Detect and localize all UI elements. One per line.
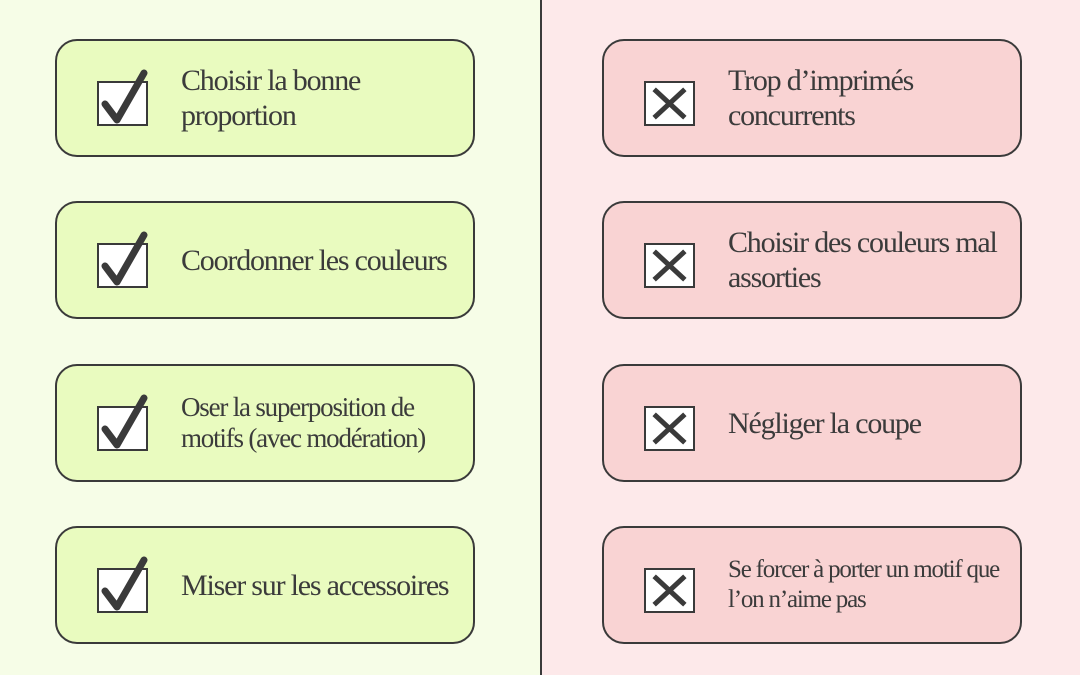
do-card-label: Oser la superposition de motifs (avec modération) [181,392,426,453]
cross-icon [644,236,696,288]
do-card-colors [55,201,475,319]
dont-card-label: Choisir des couleurs mal assorties [728,226,997,294]
cross-icon [644,399,696,451]
column-divider [540,0,542,675]
do-card-label: Coordonner les couleurs [181,243,447,277]
dont-card-label: Négliger la coupe [728,406,921,440]
dont-card-mismatched-colors [602,201,1022,319]
do-card-label: Choisir la bonne proportion [181,64,361,132]
cross-icon [644,74,696,126]
check-icon [97,399,149,451]
dont-card-forced-pattern [602,526,1022,644]
check-icon [97,561,149,613]
do-card-label: Miser sur les accessoires [181,568,449,602]
dont-card-label: Se forcer à porter un motif que l’on n’aime pas [728,556,1000,613]
do-card-layering [55,364,475,482]
check-icon [97,74,149,126]
dont-card-neglect-cut [602,364,1022,482]
do-card-accessories [55,526,475,644]
dont-card-label: Trop d’imprimés concurrents [728,64,914,132]
do-card-proportion [55,39,475,157]
cross-icon [644,561,696,613]
check-icon [97,236,149,288]
dont-card-competing-prints [602,39,1022,157]
